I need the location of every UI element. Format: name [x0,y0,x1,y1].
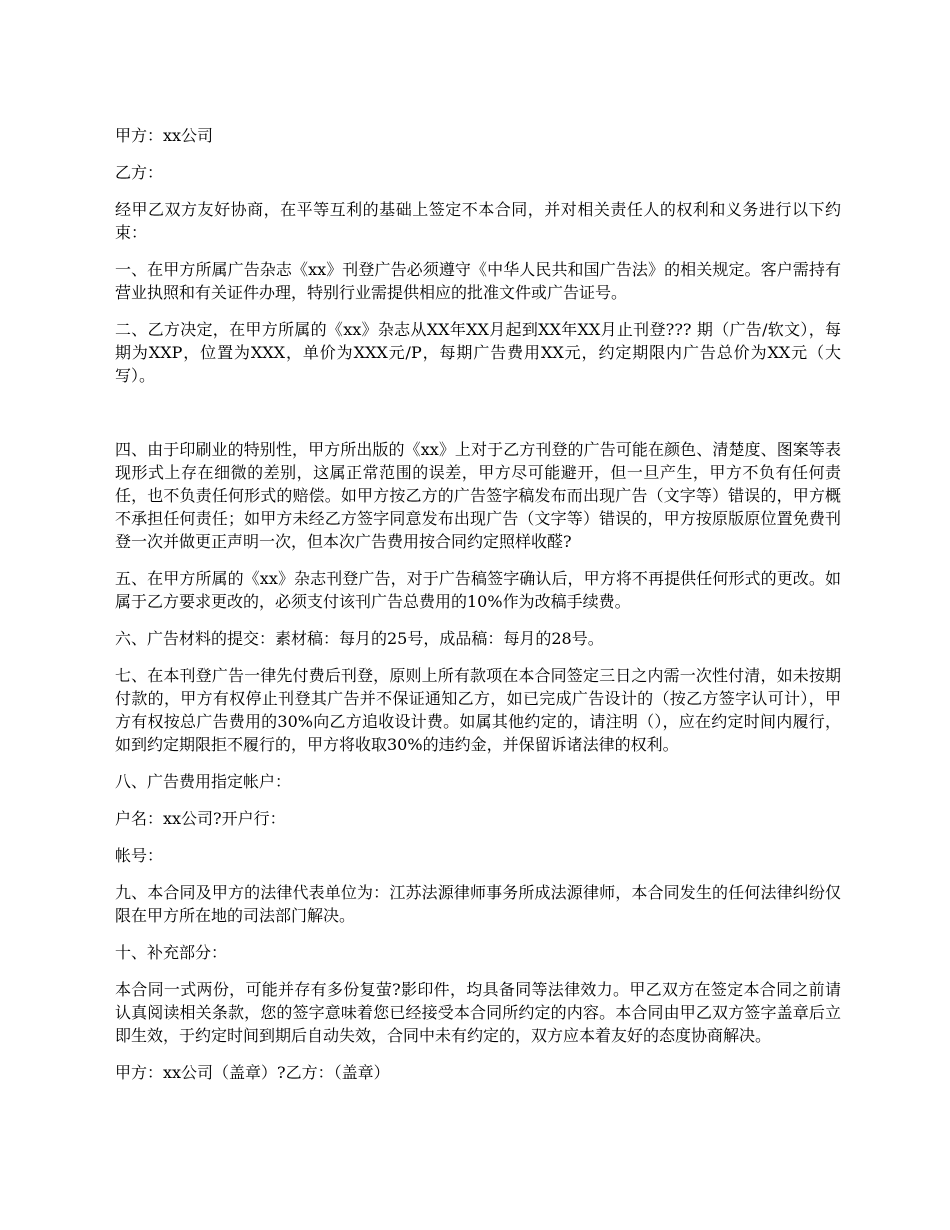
clause-8-paragraph: 八、广告费用指定帐户： [115,772,292,791]
party-a-line: 甲方：xx公司 [115,126,214,145]
clause-9-paragraph: 九、本合同及甲方的法律代表单位为：江苏法源律师事务所成法源律师，本合同发生的任何法律纠纷仅限在甲方所在地的司法部门解决。 [115,883,841,925]
supplement-paragraph: 本合同一式两份，可能并存有多份复萤?影印件，均具备同等法律效力。甲乙双方在签定本合同之前请认真阅读相关条款，您的签字意味着您已经接受本合同所约定的内容。本合同由甲乙双方签字盖章后立即生效，于约定时间到期后自动失效，合同中未有约定的，双方应本着友好的态度协商解决。 [115,980,841,1045]
clause-2-paragraph: 二、乙方决定，在甲方所属的《xx》杂志从XX年XX月起到XX年XX月止刊登??? 期（广告/软文），每期为XXP，位置为XXX，单价为XXX元/P，每期广告费用XX元，约定期限内广告总价为XX元（大写）。 [115,320,841,385]
preamble-paragraph: 经甲乙双方友好协商，在平等互利的基础上签定不本合同，并对相关责任人的权利和义务进行以下约束： [115,200,841,242]
clause-5-paragraph: 五、在甲方所属的《xx》杂志刊登广告，对于广告稿签字确认后，甲方将不再提供任何形式的更改。如属于乙方要求更改的，必须支付该刊广告总费用的10%作为改稿手续费。 [115,569,841,611]
clause-7-paragraph: 七、在本刊登广告一律先付费后刊登，原则上所有款项在本合同签定三日之内需一次性付清，如未按期付款的，甲方有权停止刊登其广告并不保证通知乙方，如已完成广告设计的（按乙方签字认可计），甲方有权按总广告费用的30%向乙方追收设计费。如属其他约定的，请注明（），应在约定时间内履行，如到约定期限拒不履行的，甲方将收取30%的违约金，并保留诉诸法律的权利。 [115,666,841,754]
account-number-line: 帐号： [115,846,164,865]
clause-1-paragraph: 一、在甲方所属广告杂志《xx》刊登广告必须遵守《中华人民共和国广告法》的相关规定。客户需持有营业执照和有关证件办理，特别行业需提供相应的批准文件或广告证号。 [115,260,841,302]
clause-4-paragraph: 四、由于印刷业的特别性，甲方所出版的《xx》上对于乙方刊登的广告可能在颜色、清楚度、图案等表现形式上存在细微的差别，这属正常范围的误差，甲方尽可能避开，但一旦产生，甲方不负有任何责任，也不负责任何形式的赔偿。如甲方按乙方的广告签字稿发布而出现广告（文字等）错误的，甲方概不承担任何责任；如甲方未经乙方签字同意发布出现广告（文字等）错误的，甲方按原版原位置免费刊登一次并做更正声明一次，但本次广告费用按合同约定照样收醛? [115,440,841,551]
signature-line: 甲方：xx公司（盖章）?乙方：（盖章） [115,1063,390,1082]
party-b-line: 乙方： [115,163,164,182]
clause-6-paragraph: 六、广告材料的提交：素材稿：每月的25号，成品稿：每月的28号。 [115,629,604,648]
document-page [115,124,841,1098]
clause-10-heading: 十、补充部分： [115,943,228,962]
account-name-line: 户名：xx公司?开户行： [115,809,286,828]
